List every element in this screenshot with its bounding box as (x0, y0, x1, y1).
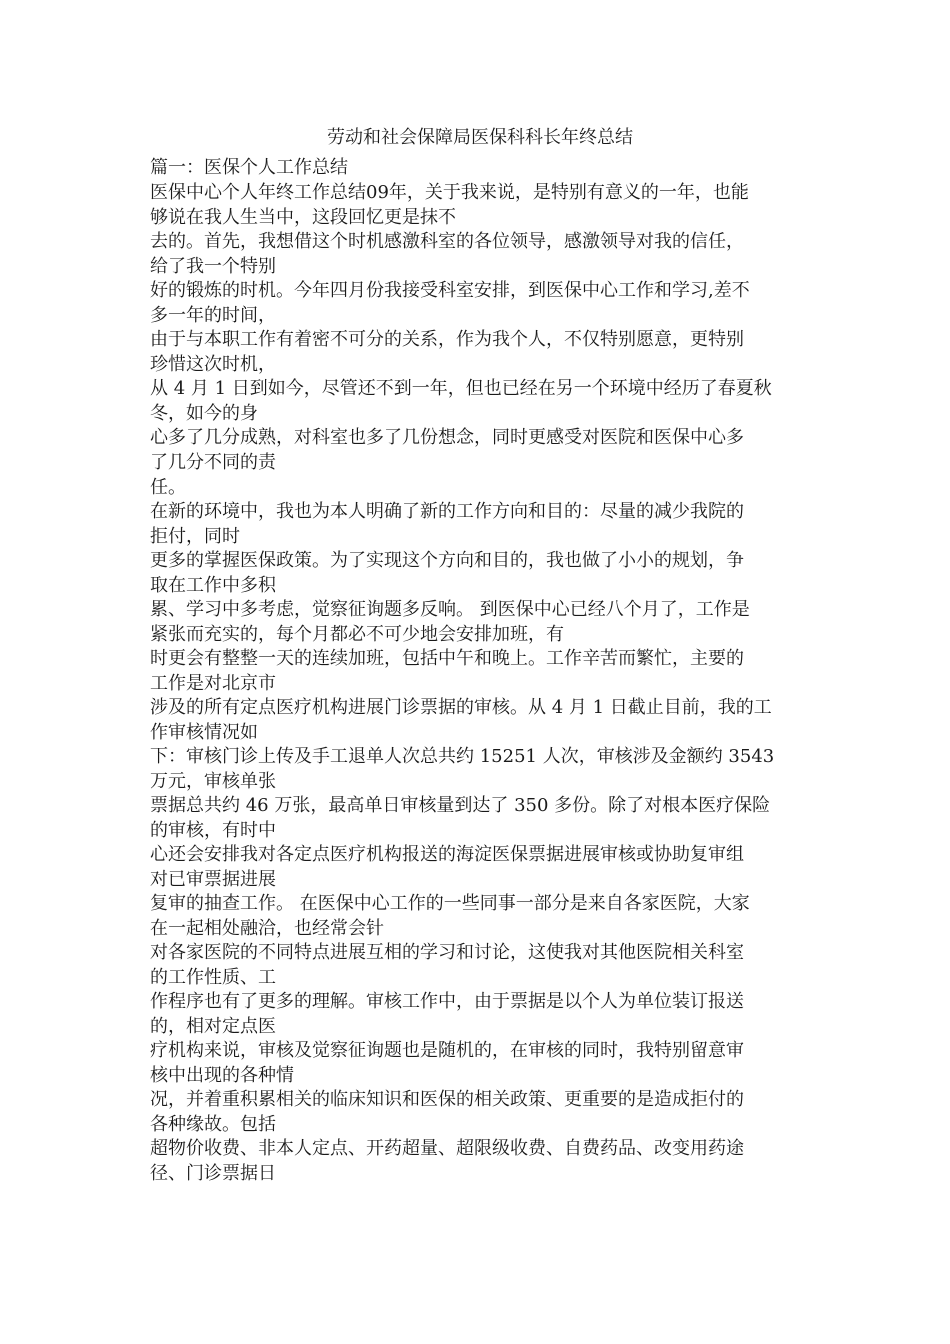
text-paragraph (150, 647, 810, 696)
text-paragraph (150, 1039, 810, 1088)
text-paragraph (150, 1137, 810, 1186)
text-paragraph (150, 279, 810, 328)
text-line: 多一年的时间， (150, 304, 276, 326)
text-line: 冬，如今的身 (150, 402, 258, 424)
text-paragraph (150, 426, 810, 475)
text-line: 超物价收费、非本人定点、开药超量、超限级收费、自费药品、改变用药途 (150, 1138, 744, 1159)
section-heading: 篇一：医保个人工作总结 (150, 157, 348, 178)
text-paragraph (150, 843, 810, 892)
text-line: 时更会有整整一天的连续加班，包括中午和晚上。工作辛苦而繁忙，主要的 (150, 648, 744, 669)
text-line: 医保中心个人年终工作总结09年，关于我来说，是特别有意义的一年，也能 (150, 182, 749, 203)
text-line: 复审的抽查工作。 在医保中心工作的一些同事一部分是来自各家医院，大家 (150, 893, 750, 914)
text-line: 的工作性质、工 (150, 966, 276, 988)
text-paragraph (150, 941, 810, 990)
text-line: 下：审核门诊上传及手工退单人次总共约 15251 人次，审核涉及金额约 3543 (150, 746, 775, 767)
text-line: 在新的环境中，我也为本人明确了新的工作方向和目的：尽量的减少我院的 (150, 501, 744, 522)
text-paragraph (150, 892, 810, 941)
text-line: 紧张而充实的，每个月都必不可少地会安排加班，有 (150, 623, 564, 645)
text-line: 作程序也有了更多的理解。审核工作中，由于票据是以个人为单位装订报送 (150, 991, 744, 1012)
text-line: 核中出现的各种情 (150, 1064, 294, 1086)
text-line: 了几分不同的责 (150, 451, 276, 473)
text-line: 心多了几分成熟，对科室也多了几份想念，同时更感受对医院和医保中心多 (150, 427, 744, 448)
text-paragraph (150, 990, 810, 1039)
text-paragraph (150, 1088, 810, 1137)
text-line: 给了我一个特别 (150, 255, 276, 277)
text-line: 况，并着重积累相关的临床知识和医保的相关政策、更重要的是造成拒付的 (150, 1089, 744, 1110)
text-line: 作审核情况如 (150, 721, 258, 743)
document-title: 劳动和社会保障局医保科科长年终总结 (327, 127, 633, 148)
text-line: 各种缘故。包括 (150, 1113, 276, 1135)
text-paragraph (150, 230, 810, 279)
text-paragraph (150, 794, 810, 843)
text-line: 票据总共约 46 万张，最高单日审核量到达了 350 多份。除了对根本医疗保险 (150, 795, 771, 816)
text-line: 的，相对定点医 (150, 1015, 276, 1037)
text-paragraph (150, 328, 810, 377)
text-paragraph (150, 500, 810, 549)
document-body (150, 121, 810, 1186)
text-paragraph (150, 181, 810, 230)
text-line: 涉及的所有定点医疗机构进展门诊票据的审核。从 4 月 1 日截止目前，我的工 (150, 697, 772, 718)
text-paragraph (150, 549, 810, 598)
text-line: 拒付，同时 (150, 525, 240, 547)
text-paragraph (150, 745, 810, 794)
text-paragraph (150, 377, 810, 426)
text-line: 万元，审核单张 (150, 770, 276, 792)
text-line: 累、学习中多考虑，觉察征询题多反响。 到医保中心已经八个月了，工作是 (150, 599, 750, 620)
text-line: 够说在我人生当中，这段回忆更是抹不 (150, 206, 456, 228)
text-line: 好的锻炼的时机。今年四月份我接受科室安排，到医保中心工作和学习,差不 (150, 280, 750, 301)
text-line: 在一起相处融洽，也经常会针 (150, 917, 384, 939)
text-paragraph (150, 696, 810, 745)
text-line: 对已审票据进展 (150, 868, 276, 890)
text-line: 去的。首先，我想借这个时机感激科室的各位领导，感激领导对我的信任， (150, 231, 744, 252)
text-line: 对各家医院的不同特点进展互相的学习和讨论，这使我对其他医院相关科室 (150, 942, 744, 963)
text-line: 由于与本职工作有着密不可分的关系，作为我个人，不仅特别愿意，更特别 (150, 329, 744, 350)
text-line: 心还会安排我对各定点医疗机构报送的海淀医保票据进展审核或协助复审组 (150, 844, 744, 865)
text-line: 更多的掌握医保政策。为了实现这个方向和目的，我也做了小小的规划，争 (150, 550, 744, 571)
text-paragraph (150, 598, 810, 647)
text-line: 任。 (150, 477, 186, 498)
text-line: 疗机构来说，审核及觉察征询题也是随机的，在审核的同时，我特别留意审 (150, 1040, 744, 1061)
text-line: 从 4 月 1 日到如今，尽管还不到一年，但也已经在另一个环境中经历了春夏秋 (150, 378, 772, 399)
text-line: 珍惜这次时机， (150, 353, 276, 375)
text-line: 取在工作中多积 (150, 574, 276, 596)
text-line: 径、门诊票据日 (150, 1162, 276, 1184)
text-line: 工作是对北京市 (150, 672, 276, 694)
text-paragraph (150, 475, 810, 500)
text-line: 的审核，有时中 (150, 819, 276, 841)
